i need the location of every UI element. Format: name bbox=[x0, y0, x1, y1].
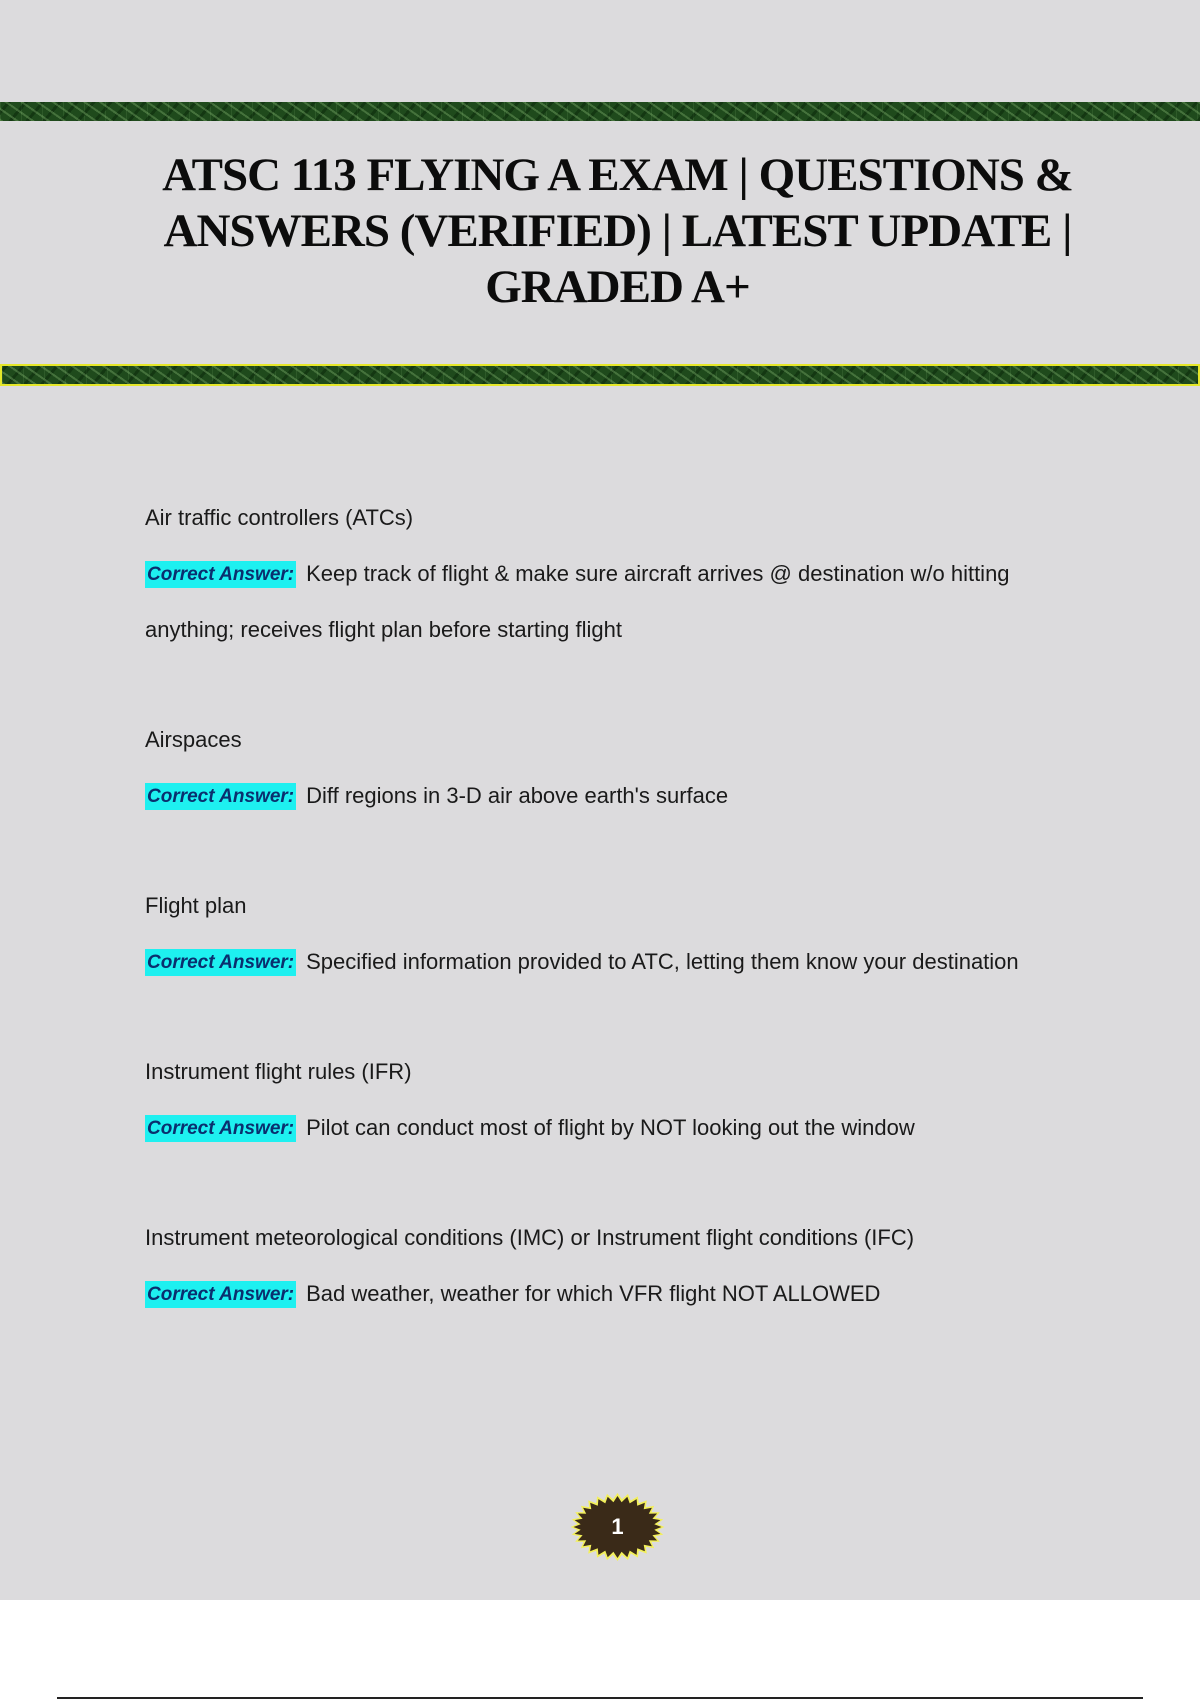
answer-text: Pilot can conduct most of flight by NOT looking out the window bbox=[306, 1115, 915, 1140]
answer-row bbox=[145, 1100, 1075, 1156]
question-text: Flight plan bbox=[145, 893, 247, 918]
qa-item bbox=[145, 1044, 1075, 1156]
header-decorative-band-top bbox=[0, 102, 1200, 121]
answer-row bbox=[145, 1266, 1075, 1322]
correct-answer-label: Correct Answer: bbox=[145, 949, 296, 976]
question-text: Air traffic controllers (ATCs) bbox=[145, 505, 414, 530]
answer-text: Keep track of flight & make sure aircraft arrives @ destination w/o hitting anything; receives flight plan before starting flight bbox=[145, 561, 1010, 642]
question-text: Instrument meteorological conditions (IMC) or Instrument flight conditions (IFC) bbox=[145, 1225, 915, 1250]
question-text: Instrument flight rules (IFR) bbox=[145, 1059, 412, 1084]
question-text: Airspaces bbox=[145, 727, 242, 752]
answer-row bbox=[145, 546, 1075, 658]
qa-item bbox=[145, 1210, 1075, 1322]
header-decorative-band-bottom bbox=[0, 364, 1200, 386]
qa-item bbox=[145, 712, 1075, 824]
qa-item bbox=[145, 490, 1075, 658]
answer-row bbox=[145, 768, 1075, 824]
footer-divider bbox=[57, 1697, 1143, 1699]
correct-answer-label: Correct Answer: bbox=[145, 561, 296, 588]
answer-text: Bad weather, weather for which VFR flight NOT ALLOWED bbox=[306, 1281, 881, 1306]
qa-item bbox=[145, 878, 1075, 990]
page-number-badge bbox=[570, 1492, 665, 1562]
correct-answer-label: Correct Answer: bbox=[145, 1115, 296, 1142]
answer-text: Specified information provided to ATC, letting them know your destination bbox=[306, 949, 1019, 974]
answer-text: Diff regions in 3-D air above earth's surface bbox=[306, 783, 729, 808]
document-title: ATSC 113 FLYING A EXAM | QUESTIONS & ANSWERS (VERIFIED) | LATEST UPDATE | GRADED A+ bbox=[162, 149, 1073, 313]
page-number: 1 bbox=[611, 1514, 624, 1539]
correct-answer-label: Correct Answer: bbox=[145, 1281, 296, 1308]
qa-list bbox=[145, 490, 1075, 1376]
answer-row bbox=[145, 934, 1075, 990]
correct-answer-label: Correct Answer: bbox=[145, 783, 296, 810]
